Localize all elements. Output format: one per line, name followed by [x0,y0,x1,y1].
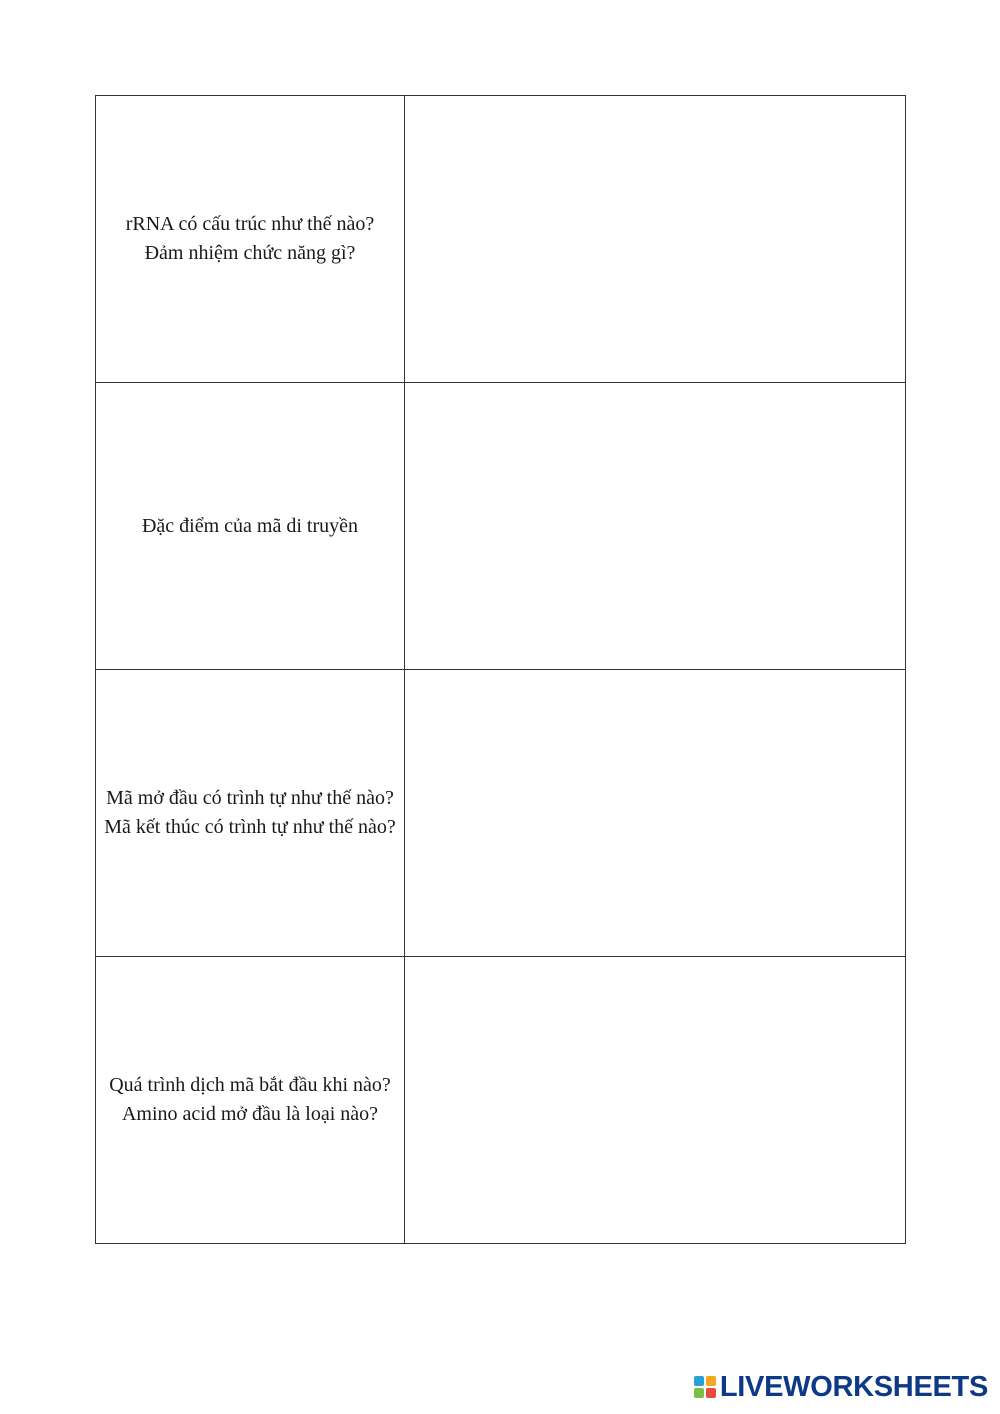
logo-text: LIVEWORKSHEETS [719,1370,988,1403]
worksheet-table [95,95,906,1244]
table-row [96,670,906,957]
logo-square [706,1376,716,1386]
question-text: Mã mở đầu có trình tự như thế nào? Mã kết thúc có trình tự như thế nào? [104,787,396,838]
question-text: rRNA có cấu trúc như thế nào? Đảm nhiệm chức năng gì? [125,213,375,264]
question-cell [96,957,405,1244]
question-cell [96,670,405,957]
table-row [96,96,906,383]
answer-cell[interactable] [405,96,906,383]
table-row [96,383,906,670]
question-text: Quá trình dịch mã bắt đầu khi nào? Amino acid mở đầu là loại nào? [109,1074,391,1125]
question-cell [96,383,405,670]
logo-square [694,1376,704,1386]
logo-square [706,1388,716,1398]
liveworksheets-logo-icon [694,1376,716,1398]
question-text: Đặc điểm của mã di truyền [141,514,359,537]
question-cell [96,96,405,383]
answer-cell[interactable] [405,957,906,1244]
liveworksheets-logo [694,1372,988,1402]
answer-cell[interactable] [405,670,906,957]
answer-cell[interactable] [405,383,906,670]
logo-square [694,1388,704,1398]
table-row [96,957,906,1244]
